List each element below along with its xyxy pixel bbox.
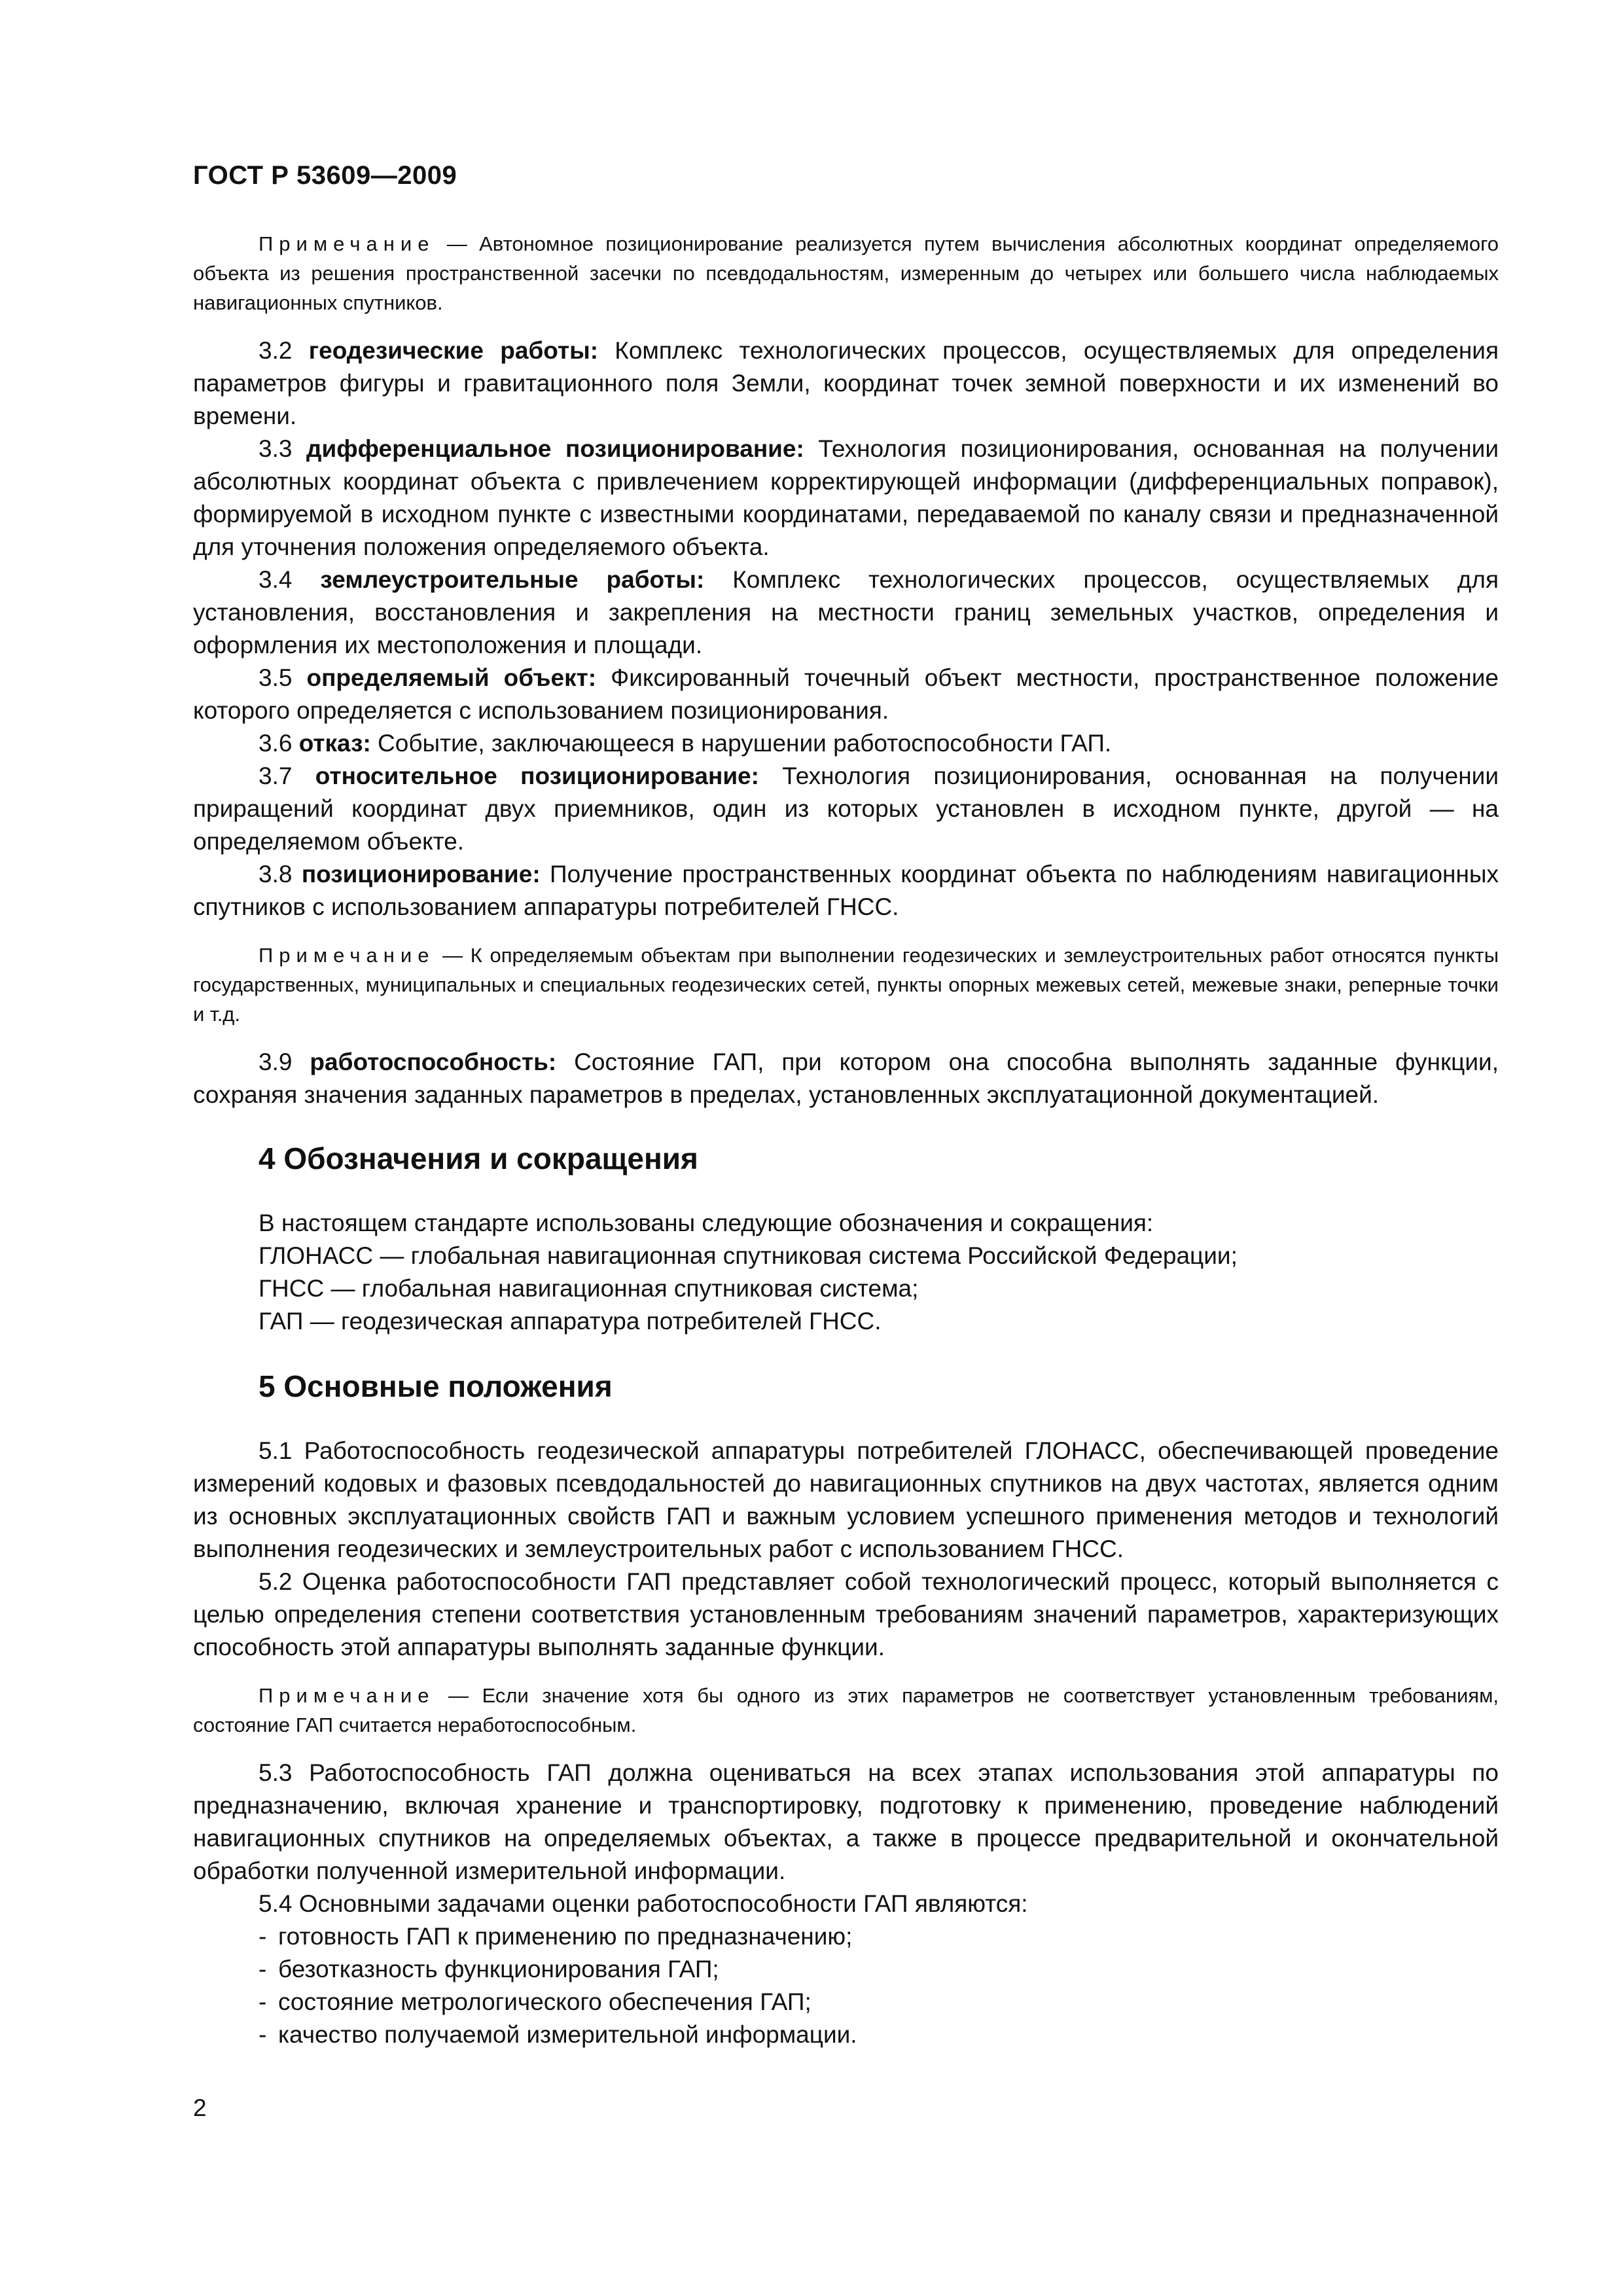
- list-dash: -: [259, 1956, 267, 1982]
- note-label: Примечание: [259, 232, 435, 255]
- note-text: — Если значение хотя бы одного из этих параметров не соответствует установленным требованиям, состояние ГАП считается неработоспособным.: [193, 1684, 1499, 1736]
- term-number: 3.6: [259, 730, 299, 757]
- list-item: [259, 1986, 1499, 2018]
- term-definition: Технология позиционирования, основанная на получении абсолютных координат объекта с привлечением корректирующей информации (дифференциальных поправок), формируемой в исходном пункте с известными координатами, передаваемой по каналу связи и предназначенной для уточнения положения определяемого объекта.: [193, 435, 1499, 560]
- paragraph-5-1: 5.1 Работоспособность геодезической аппаратуры потребителей ГЛОНАСС, обеспечивающей проведение измерений кодовых и фазовых псевдодальностей до навигационных спутников на двух частотах, является одним из основных эксплуатационных свойств ГАП и важным условием успешного применения методов и технологий выполнения геодезических и землеустроительных работ с использованием ГНСС.: [193, 1437, 1499, 1562]
- term-definition: Комплекс технологических процессов, осуществляемых для определения параметров фигуры и гравитационного поля Земли, координат точек земной поверхности и их изменений во времени.: [193, 337, 1499, 429]
- list-item: [259, 1953, 1499, 1986]
- term-number: 3.7: [259, 762, 315, 789]
- term-definition: Событие, заключающееся в нарушении работоспособности ГАП.: [370, 730, 1112, 757]
- term-3-5: [193, 662, 1499, 727]
- list-item: [259, 2018, 1499, 2051]
- note-inoperable-state: [193, 1681, 1499, 1740]
- term-number: 3.3: [259, 435, 306, 462]
- abbreviation-glonass: ГЛОНАСС — глобальная навигационная спутниковая система Российской Федерации;: [259, 1242, 1238, 1269]
- section-4-title: 4 Обозначения и сокращения: [259, 1141, 698, 1175]
- term-name: отказ:: [298, 730, 371, 757]
- term-3-3: [193, 433, 1499, 564]
- list-item-text: безотказность функционирования ГАП;: [278, 1956, 719, 1982]
- term-3-2: [193, 334, 1499, 433]
- term-definition: Комплекс технологических процессов, осуществляемых для установления, восстановления и закрепления на местности границ земельных участков, определения и оформления их местоположения и площади.: [193, 566, 1499, 658]
- paragraph-5-2: 5.2 Оценка работоспособности ГАП представляет собой технологический процесс, который выполняется с целью определения степени соответствия установленным требованиям значений параметров, характеризующих способность этой аппаратуры выполнять заданные функции.: [193, 1568, 1499, 1660]
- page-content: [193, 229, 1499, 2051]
- note-label: Примечание: [259, 1684, 435, 1707]
- term-definition: Технология позиционирования, основанная на получении приращений координат двух приемников, один из которых установлен в исходном пункте, другой — на определяемом объекте.: [193, 762, 1499, 855]
- term-number: 3.4: [259, 566, 321, 593]
- term-definition: Фиксированный точечный объект местности, пространственное положение которого определяется с использованием позиционирования.: [193, 664, 1499, 724]
- note-autonomous-positioning: [193, 229, 1499, 317]
- paragraph-5-4: 5.4 Основными задачами оценки работоспособности ГАП являются:: [259, 1890, 1028, 1917]
- term-name: определяемый объект:: [306, 664, 597, 691]
- term-3-8: [193, 858, 1499, 924]
- term-name: геодезические работы:: [308, 337, 599, 364]
- list-item: [259, 1920, 1499, 1953]
- list-item-text: состояние метрологического обеспечения ГАП;: [278, 1988, 812, 2015]
- term-name: землеустроительные работы:: [320, 566, 705, 593]
- term-name: относительное позиционирование:: [315, 762, 759, 789]
- term-name: позиционирование:: [301, 861, 541, 888]
- list-item-text: готовность ГАП к применению по предназначению;: [278, 1923, 853, 1950]
- abbreviations-intro: В настоящем стандарте использованы следующие обозначения и сокращения:: [259, 1210, 1154, 1236]
- list-dash: -: [259, 1988, 267, 2015]
- term-number: 3.5: [259, 664, 307, 691]
- note-label: Примечание: [259, 944, 435, 967]
- paragraph-5-3: 5.3 Работоспособность ГАП должна оцениваться на всех этапах использования этой аппаратуры по предназначению, включая хранение и транспортировку, подготовку к применению, проведение наблюдений навигационных спутников на определяемых объектах, а также в процессе предварительной и окончательной обработки полученной измерительной информации.: [193, 1759, 1499, 1884]
- term-name: работоспособность:: [310, 1049, 557, 1075]
- term-number: 3.8: [259, 861, 302, 888]
- abbreviation-gap: ГАП — геодезическая аппаратура потребителей ГНСС.: [259, 1308, 882, 1335]
- term-definition: Получение пространственных координат объекта по наблюдениям навигационных спутников с использованием аппаратуры потребителей ГНСС.: [193, 861, 1499, 920]
- note-determined-objects: [193, 941, 1499, 1029]
- page-number: 2: [193, 2094, 207, 2121]
- term-number: 3.2: [259, 337, 309, 364]
- note-text: — К определяемым объектам при выполнении геодезических и землеустроительных работ относятся пункты государственных, муниципальных и специальных геодезических сетей, пункты опорных межевых сетей, межевые знаки, реперные точки и т.д.: [193, 944, 1499, 1026]
- note-text: — Автономное позиционирование реализуется путем вычисления абсолютных координат определяемого объекта из решения пространственной засечки по псевдодальностям, измеренным до четырех или большего числа наблюдаемых навигационных спутников.: [193, 232, 1499, 314]
- term-definition: Состояние ГАП, при котором она способна выполнять заданные функции, сохраняя значения заданных параметров в пределах, установленных эксплуатационной документацией.: [193, 1049, 1499, 1108]
- term-name: дифференциальное позиционирование:: [306, 435, 804, 462]
- document-code: ГОСТ Р 53609—2009: [193, 161, 457, 190]
- term-number: 3.9: [259, 1049, 310, 1075]
- list-dash: -: [259, 2021, 267, 2048]
- term-3-7: [193, 760, 1499, 858]
- term-3-4: [193, 564, 1499, 662]
- abbreviation-gnss: ГНСС — глобальная навигационная спутниковая система;: [259, 1275, 919, 1302]
- list-dash: -: [259, 1923, 267, 1950]
- term-3-9: [193, 1046, 1499, 1111]
- term-3-6: [193, 727, 1499, 760]
- list-item-text: качество получаемой измерительной информации.: [278, 2021, 857, 2048]
- tasks-list: [193, 1920, 1499, 2051]
- section-5-title: 5 Основные положения: [259, 1369, 613, 1403]
